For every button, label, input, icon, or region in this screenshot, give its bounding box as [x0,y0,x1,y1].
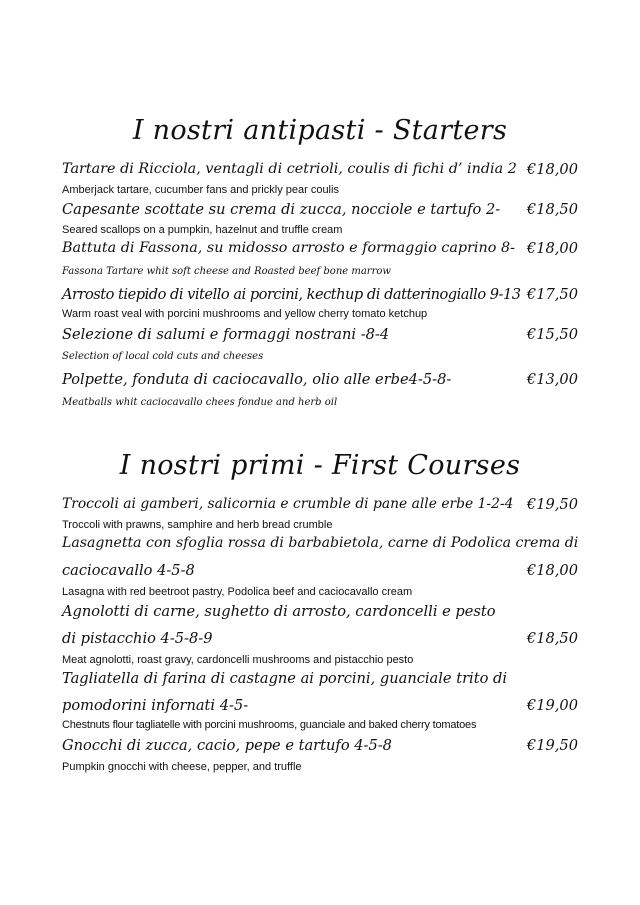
starter-item-english: Seared scallops on a pumpkin, hazelnut and truffle cream [62,224,343,236]
starter-item-english: Fassona Tartare whit soft cheese and Roasted beef bone marrow [62,266,391,277]
starter-item-price: €17,50 [526,286,578,303]
first-item-price: €19,50 [526,737,578,754]
first-item-english: Meat agnolotti, roast gravy, cardoncelli mushrooms and pistacchio pesto [62,654,414,666]
starter-item-name: Battuta di Fassona, su midosso arrosto e formaggio caprino 8- [62,240,515,256]
first-item-name-line2: caciocavallo 4-5-8 [62,562,195,579]
first-courses-heading: I nostri primi - First Courses [119,450,521,481]
starter-item-price: €18,00 [526,161,578,178]
starter-item-name: Tartare di Ricciola, ventagli di cetrioli, coulis di fichi d’ india 2 [62,161,517,177]
first-item-price: €19,00 [526,697,578,714]
first-item-price: €18,50 [526,630,578,647]
first-item-english: Lasagna with red beetroot pastry, Podolica beef and caciocavallo cream [62,586,413,598]
starter-item-english: Warm roast veal with porcini mushrooms and yellow cherry tomato ketchup [62,308,428,320]
first-item-name-line1: Tagliatella di farina di castagne ai porcini, guanciale trito di [62,670,508,687]
starter-item-price: €18,00 [526,240,578,257]
first-item-name-line1: Agnolotti di carne, sughetto di arrosto, cardoncelli e pesto [62,603,496,620]
first-item-name: Gnocchi di zucca, cacio, pepe e tartufo 4-5-8 [62,737,392,754]
first-item-name-line2: di pistacchio 4-5-8-9 [62,630,213,647]
starter-item-name: Selezione di salumi e formaggi nostrani -8-4 [62,326,390,343]
starter-item-name: Capesante scottate su crema di zucca, nocciole e tartufo 2- [62,201,501,218]
starter-item-english: Meatballs whit caciocavallo chees fondue and herb oil [62,397,338,408]
first-item-english: Chestnuts flour tagliatelle with porcini mushrooms, guanciale and baked cherry tomatoes [62,719,477,731]
starters-heading: I nostri antipasti - Starters [132,115,508,146]
first-item-name-line1: Lasagnetta con sfoglia rossa di barbabietola, carne di Podolica crema di [62,535,579,551]
starter-item-name: Polpette, fonduta di caciocavallo, olio alle erbe4-5-8- [62,371,452,388]
first-item-price: €18,00 [526,562,578,579]
first-item-name-line2: pomodorini infornati 4-5- [62,697,249,714]
first-item-name: Troccoli ai gamberi, salicornia e crumble di pane alle erbe 1-2-4 [62,496,514,512]
first-item-english: Troccoli with prawns, samphire and herb bread crumble [62,519,333,531]
starter-item-price: €15,50 [526,326,578,343]
first-item-price: €19,50 [526,496,578,513]
first-item-english: Pumpkin gnocchi with cheese, pepper, and truffle [62,761,302,773]
starter-item-english: Selection of local cold cuts and cheeses [62,351,264,362]
starter-item-name: Arrosto tiepido di vitello ai porcini, kecthup di datterinogiallo 9-13 [62,286,521,303]
starter-item-english: Amberjack tartare, cucumber fans and prickly pear coulis [62,184,339,196]
starter-item-price: €18,50 [526,201,578,218]
starter-item-price: €13,00 [526,371,578,388]
